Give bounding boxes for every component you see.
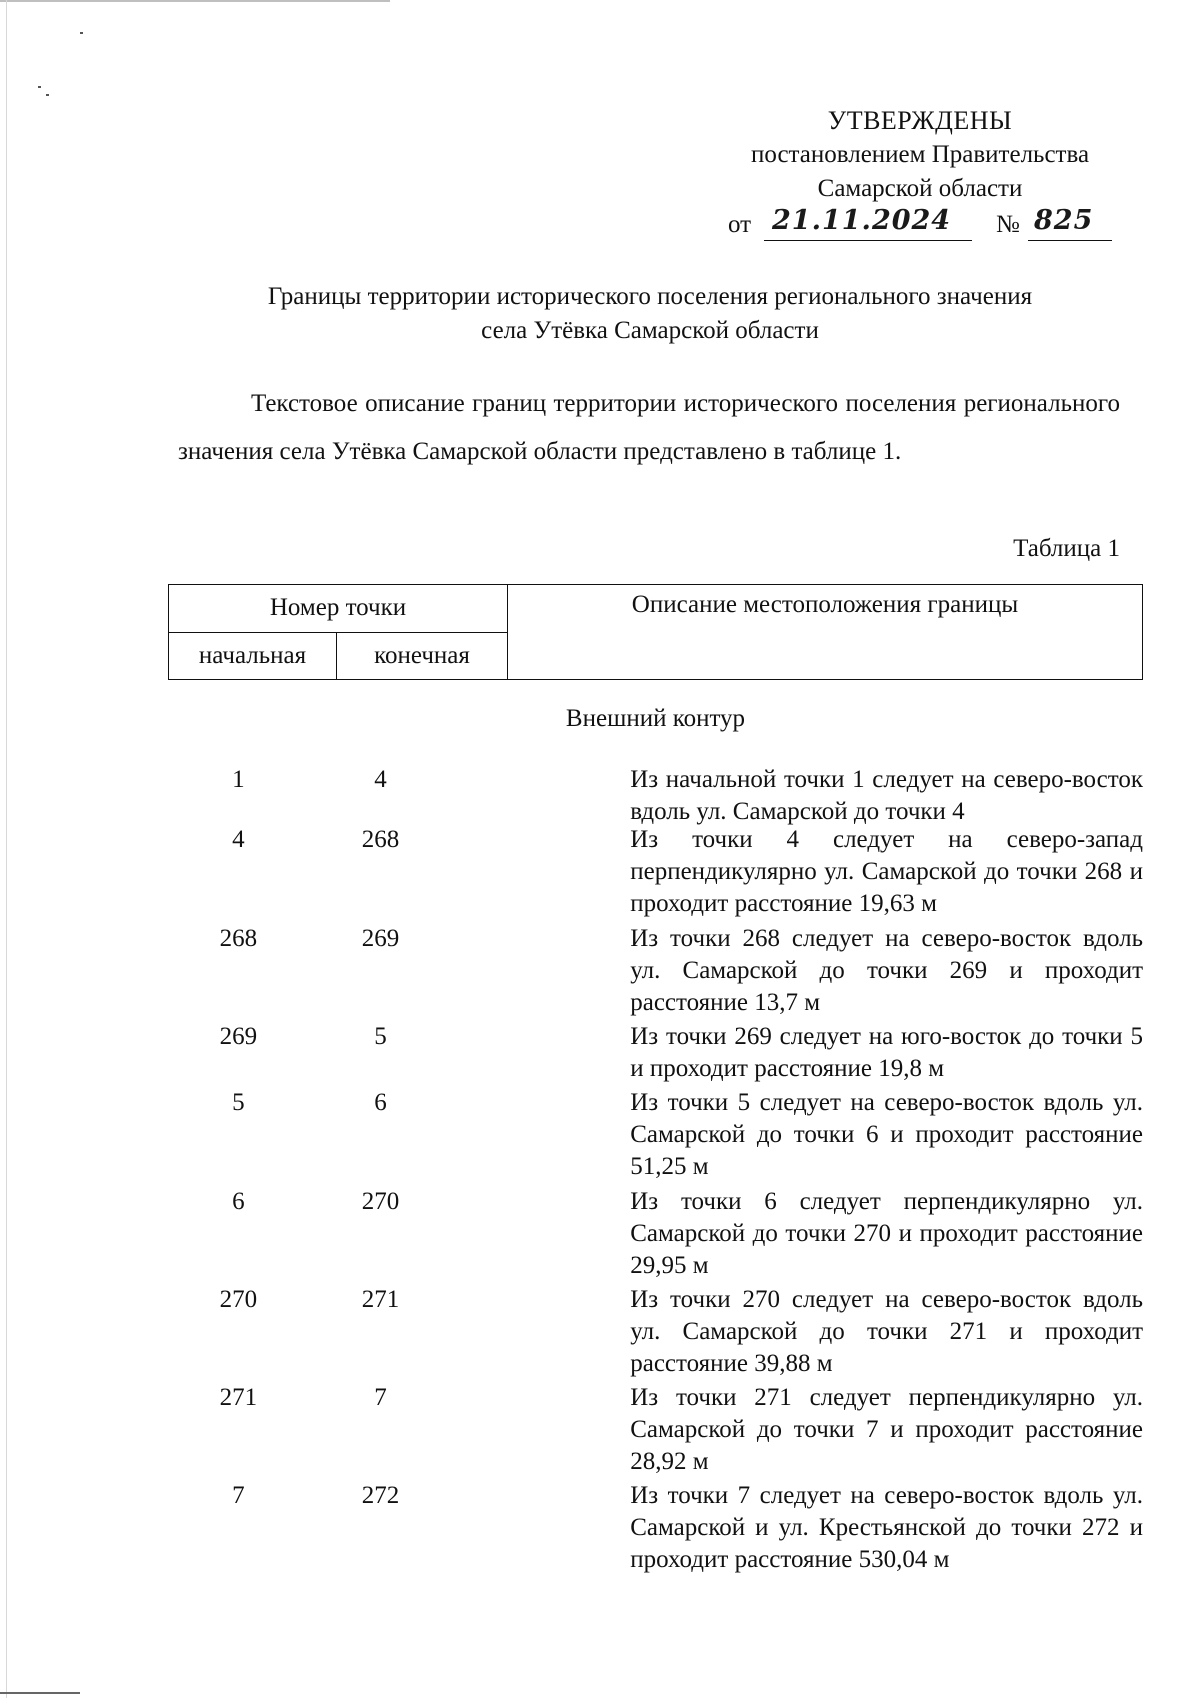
row-description: Из начальной точки 1 следует на северо-восток вдоль ул. Самарской до точки 4: [630, 766, 1143, 825]
table-row: [168, 923, 1143, 1021]
table-caption: Таблица 1: [1013, 535, 1120, 562]
boundary-rows: [168, 764, 1143, 1580]
date-field: [764, 206, 972, 241]
table-row: [168, 1284, 1143, 1382]
row-description: Из точки 5 следует на северо-восток вдоль ул. Самарской до точки 6 и проходит расстояние 51,25 м: [630, 1089, 1143, 1180]
table-row: [168, 1021, 1143, 1087]
scan-speck: [38, 86, 41, 88]
scan-edge-top: [0, 0, 390, 2]
table-row: [168, 1186, 1143, 1284]
table-row: [168, 824, 1143, 923]
handwritten-number: 825: [1034, 205, 1094, 236]
number-field: [1028, 206, 1112, 241]
row-description: Из точки 269 следует на юго-восток до точки 5 и проходит расстояние 19,8 м: [630, 1023, 1143, 1082]
row-start-point: 270: [219, 1286, 258, 1313]
row-description: Из точки 270 следует на северо-восток вдоль ул. Самарской до точки 271 и проходит расстояние 39,88 м: [630, 1286, 1143, 1377]
row-description: Из точки 7 следует на северо-восток вдоль ул. Самарской и ул. Крестьянской до точки 272 и проходит расстояние 530,04 м: [630, 1482, 1143, 1573]
table-row: [168, 1480, 1143, 1580]
approval-date-line: [700, 206, 1140, 246]
table-row: [168, 1087, 1143, 1186]
row-description: Из точки 271 следует перпендикулярно ул. Самарской до точки 7 и проходит расстояние 28,92 м: [630, 1384, 1143, 1475]
row-start-point: 5: [232, 1089, 245, 1116]
row-start-point: 268: [219, 925, 258, 952]
row-start-point: 271: [219, 1384, 258, 1411]
row-description: Из точки 4 следует на северо-запад перпендикулярно ул. Самарской до точки 268 и проходит расстояние 19,63 м: [630, 826, 1143, 917]
row-end-point: 7: [374, 1384, 387, 1411]
scan-edge-bottom: [0, 1692, 80, 1694]
row-start-point: 1: [232, 766, 245, 793]
header-point-number: Номер точки: [169, 585, 508, 633]
row-start-point: 6: [232, 1188, 245, 1215]
handwritten-date: 21.11.2024: [772, 205, 952, 236]
document-title-line-2: села Утёвка Самарской области: [481, 317, 819, 344]
approval-line-2: Самарской области: [817, 175, 1023, 202]
row-end-point: 5: [374, 1023, 387, 1050]
row-end-point: 4: [374, 766, 387, 793]
row-end-point: 6: [374, 1089, 387, 1116]
row-end-point: 268: [361, 826, 400, 853]
table-row: [168, 764, 1143, 824]
intro-paragraph: Текстовое описание границ территории исторического поселения регионального значения села Утёвка Самарской области представлено в таблице 1.: [178, 390, 1120, 465]
row-start-point: 4: [232, 826, 245, 853]
approval-title: УТВЕРЖДЕНЫ: [827, 106, 1013, 135]
section-title: Внешний контур: [565, 705, 746, 732]
row-end-point: 271: [361, 1286, 400, 1313]
row-end-point: 272: [361, 1482, 400, 1509]
row-description: Из точки 6 следует перпендикулярно ул. Самарской до точки 270 и проходит расстояние 29,95 м: [630, 1188, 1143, 1279]
table-row: [168, 1382, 1143, 1480]
number-prefix: №: [996, 211, 1020, 238]
date-prefix: от: [728, 211, 752, 238]
table-header: [168, 584, 1143, 680]
row-description: Из точки 268 следует на северо-восток вдоль ул. Самарской до точки 269 и проходит расстояние 13,7 м: [630, 925, 1143, 1016]
approval-line-1: постановлением Правительства: [750, 141, 1090, 168]
scan-speck: [46, 94, 49, 96]
header-description: Описание местоположения границы: [508, 585, 1143, 680]
scan-edge-left: [6, 0, 7, 1698]
header-end: конечная: [337, 632, 508, 680]
header-start: начальная: [169, 632, 337, 680]
document-title-line-1: Границы территории исторического поселения регионального значения: [267, 283, 1033, 310]
row-start-point: 7: [232, 1482, 245, 1509]
row-end-point: 269: [361, 925, 400, 952]
row-start-point: 269: [219, 1023, 258, 1050]
scan-speck: [80, 32, 83, 34]
row-end-point: 270: [361, 1188, 400, 1215]
approval-block: [700, 104, 1140, 246]
document-title: [180, 280, 1120, 348]
